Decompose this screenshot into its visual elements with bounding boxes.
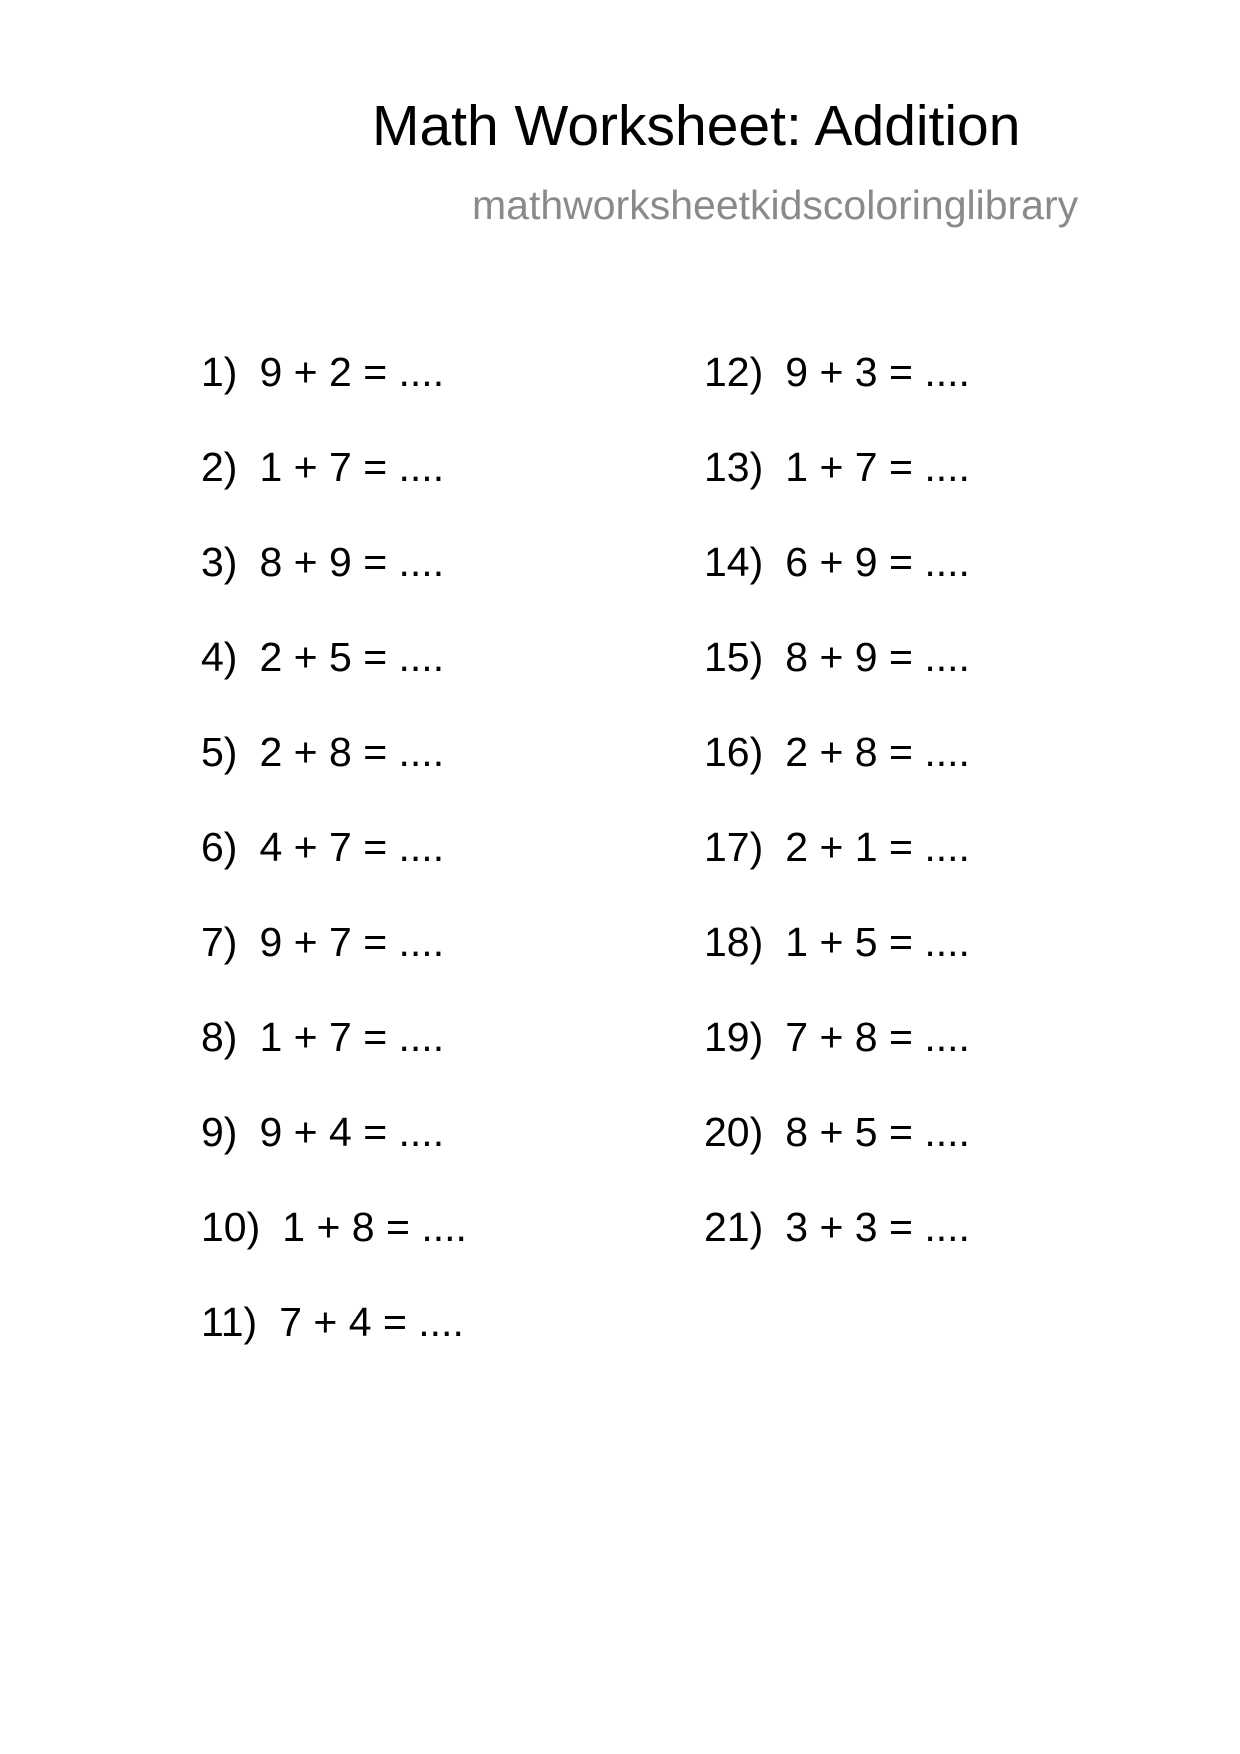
problem-item (704, 1204, 970, 1302)
problem-expression: 2 + 8 = .... (259, 729, 445, 775)
problem-item (201, 919, 467, 1017)
problem-number: 21) (704, 1204, 764, 1250)
problem-item (201, 1014, 467, 1112)
worksheet-subtitle: mathworksheetkidscoloringlibrary (472, 182, 1079, 228)
problem-column-right (704, 349, 970, 1302)
problem-expression: 1 + 8 = .... (282, 1204, 467, 1250)
problem-expression: 3 + 3 = .... (785, 1204, 970, 1250)
problem-expression: 8 + 5 = .... (785, 1109, 970, 1155)
problem-item (704, 729, 970, 827)
problem-expression: 1 + 7 = .... (259, 1014, 445, 1060)
problem-number: 20) (704, 1109, 764, 1155)
problem-expression: 9 + 4 = .... (259, 1109, 445, 1155)
problem-number: 17) (704, 824, 764, 870)
problem-number: 7) (201, 919, 238, 965)
problem-column-left (201, 349, 467, 1397)
problem-item (201, 634, 467, 732)
problem-item (201, 729, 467, 827)
problem-number: 18) (704, 919, 764, 965)
problem-number: 4) (201, 634, 238, 680)
problem-number: 8) (201, 1014, 238, 1060)
problem-expression: 8 + 9 = .... (259, 539, 445, 585)
problem-expression: 8 + 9 = .... (785, 634, 970, 680)
problem-item (704, 1014, 970, 1112)
problem-expression: 1 + 5 = .... (785, 919, 970, 965)
problem-number: 10) (201, 1204, 261, 1250)
problem-item (704, 539, 970, 637)
problem-item (704, 919, 970, 1017)
problem-expression: 1 + 7 = .... (259, 444, 445, 490)
problem-number: 2) (201, 444, 238, 490)
problem-number: 5) (201, 729, 238, 775)
worksheet-title: Math Worksheet: Addition (372, 94, 1021, 158)
problem-expression: 2 + 1 = .... (785, 824, 970, 870)
problem-item (704, 1109, 970, 1207)
problem-number: 6) (201, 824, 238, 870)
problem-number: 11) (201, 1299, 258, 1345)
problem-number: 12) (704, 349, 764, 395)
problem-expression: 7 + 4 = .... (279, 1299, 464, 1345)
problem-expression: 7 + 8 = .... (785, 1014, 970, 1060)
problem-number: 14) (704, 539, 764, 585)
problem-expression: 9 + 2 = .... (259, 349, 445, 395)
problem-item (201, 824, 467, 922)
problem-number: 16) (704, 729, 764, 775)
problem-number: 13) (704, 444, 764, 490)
problem-item (201, 349, 467, 447)
problem-number: 19) (704, 1014, 764, 1060)
problem-expression: 9 + 7 = .... (259, 919, 445, 965)
problem-item (201, 444, 467, 542)
problem-item (704, 824, 970, 922)
problem-item (704, 634, 970, 732)
problem-item (201, 539, 467, 637)
problem-expression: 2 + 5 = .... (259, 634, 445, 680)
problem-number: 3) (201, 539, 238, 585)
problem-expression: 2 + 8 = .... (785, 729, 970, 775)
problem-number: 9) (201, 1109, 238, 1155)
problem-expression: 4 + 7 = .... (259, 824, 445, 870)
problem-item (201, 1204, 467, 1302)
problem-item (704, 444, 970, 542)
problem-expression: 1 + 7 = .... (785, 444, 970, 490)
problem-item (201, 1109, 467, 1207)
problem-number: 1) (201, 349, 238, 395)
problem-expression: 9 + 3 = .... (785, 349, 970, 395)
problem-item (201, 1299, 467, 1397)
problem-expression: 6 + 9 = .... (785, 539, 970, 585)
problem-number: 15) (704, 634, 764, 680)
problem-item (704, 349, 970, 447)
